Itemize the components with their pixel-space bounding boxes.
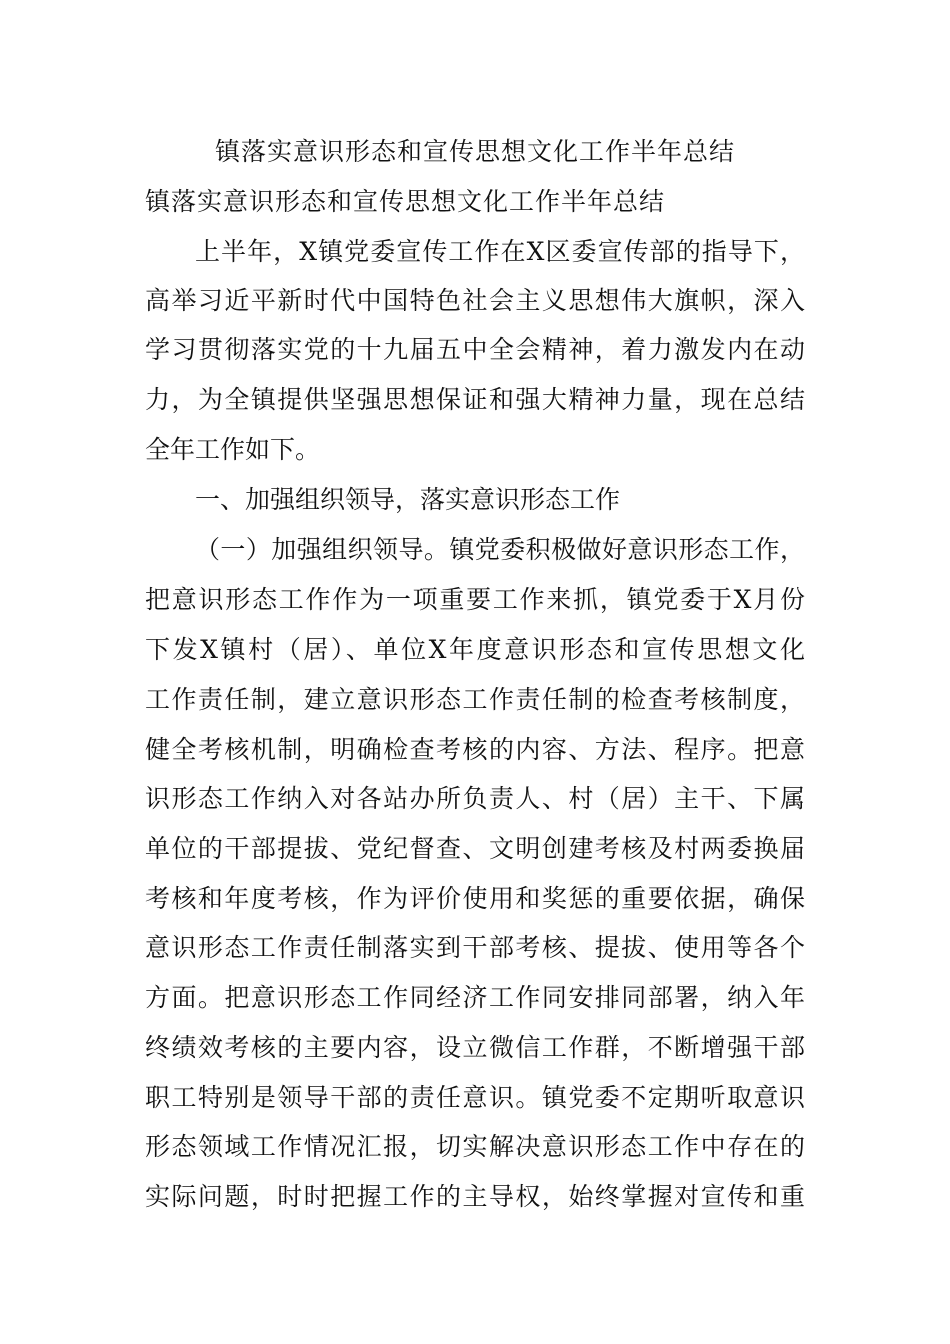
paragraph-1-line-2: 高举习近平新时代中国特色社会主义思想伟大旗帜，深入 (145, 286, 805, 315)
paragraph-1-line-4: 力，为全镇提供坚强思想保证和强大精神力量，现在总结 (145, 385, 805, 414)
paragraph-2-line-3: 下发X镇村（居）、单位X年度意识形态和宣传思想文化 (145, 635, 805, 664)
document-subtitle: 镇落实意识形态和宣传思想文化工作半年总结 (145, 187, 666, 216)
paragraph-1-line-5: 全年工作如下。 (145, 435, 321, 464)
paragraph-2-line-5: 健全考核机制，明确检查考核的内容、方法、程序。把意 (145, 735, 805, 764)
paragraph-2-line-4: 工作责任制，建立意识形态工作责任制的检查考核制度， (145, 685, 805, 714)
paragraph-2-line-6: 识形态工作纳入对各站办所负责人、村（居）主干、下属 (145, 784, 805, 813)
paragraph-2-line-10: 方面。把意识形态工作同经济工作同安排同部署，纳入年 (145, 983, 805, 1012)
section-heading-1: 一、加强组织领导，落实意识形态工作 (195, 485, 621, 514)
paragraph-2-line-1: （一）加强组织领导。镇党委积极做好意识形态工作， (195, 535, 805, 564)
paragraph-2-line-9: 意识形态工作责任制落实到干部考核、提拔、使用等各个 (145, 933, 805, 962)
paragraph-2-line-7: 单位的干部提拔、党纪督查、文明创建考核及村两委换届 (145, 834, 805, 863)
paragraph-2-line-8: 考核和年度考核，作为评价使用和奖惩的重要依据，确保 (145, 884, 805, 913)
paragraph-2-line-13: 形态领域工作情况汇报，切实解决意识形态工作中存在的 (145, 1132, 805, 1161)
paragraph-1-line-3: 学习贯彻落实党的十九届五中全会精神，着力激发内在动 (145, 335, 805, 364)
paragraph-2-line-11: 终绩效考核的主要内容，设立微信工作群，不断增强干部 (145, 1033, 805, 1062)
paragraph-2-line-12: 职工特别是领导干部的责任意识。镇党委不定期听取意识 (145, 1083, 805, 1112)
paragraph-2-line-2: 把意识形态工作作为一项重要工作来抓，镇党委于X月份 (145, 585, 805, 614)
paragraph-1-line-1: 上半年，X镇党委宣传工作在X区委宣传部的指导下， (195, 237, 805, 266)
document-title: 镇落实意识形态和宣传思想文化工作半年总结 (214, 137, 735, 166)
paragraph-2-line-14: 实际问题，时时把握工作的主导权，始终掌握对宣传和重 (145, 1182, 805, 1211)
